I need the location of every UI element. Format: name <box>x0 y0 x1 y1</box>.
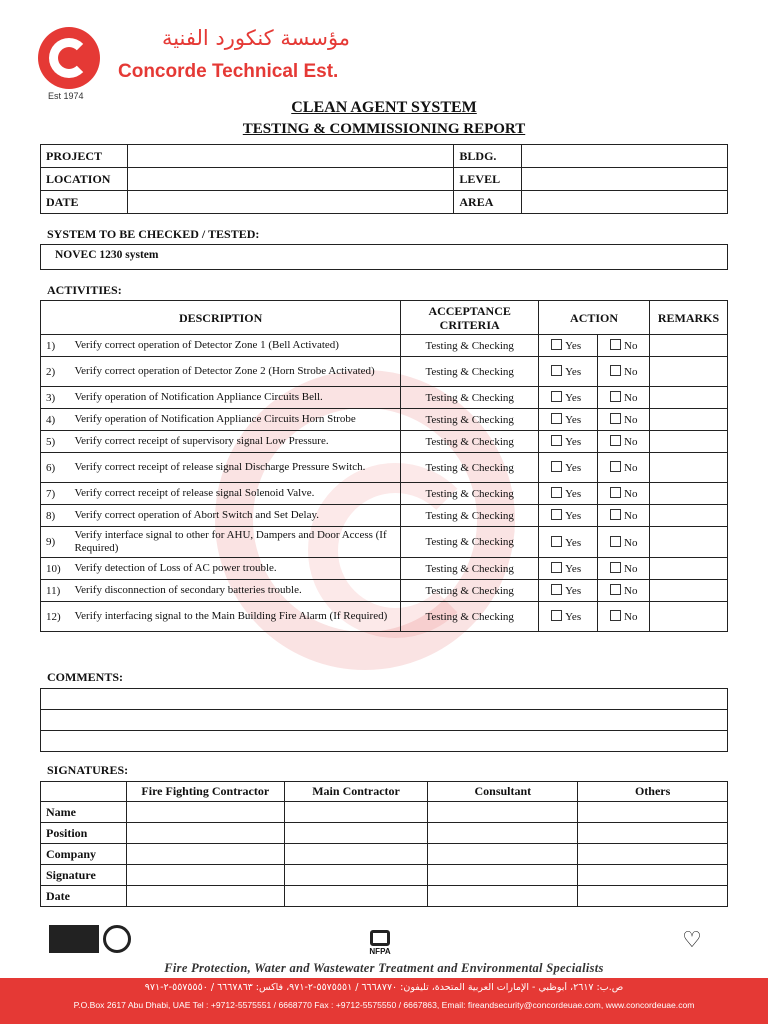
yes-checkbox[interactable] <box>551 487 562 498</box>
signature-cell[interactable] <box>284 865 428 886</box>
no-checkbox[interactable] <box>610 391 621 402</box>
signature-corner <box>41 782 127 802</box>
no-label: No <box>624 414 638 426</box>
signature-row <box>41 823 728 844</box>
row-remarks-field[interactable] <box>650 558 728 580</box>
no-option[interactable] <box>598 431 650 453</box>
company-logo <box>38 27 100 89</box>
footer-tagline: Fire Protection, Water and Wastewater Treatment and Environmental Specialists <box>164 961 604 975</box>
table-row <box>41 483 728 505</box>
row-description: Verify interfacing signal to the Main Building Fire Alarm (If Required) <box>72 602 400 632</box>
signature-cell[interactable] <box>126 802 284 823</box>
shield-logo-icon: ♡ <box>682 928 702 953</box>
nfpa-mark-icon <box>370 930 390 946</box>
no-checkbox[interactable] <box>610 562 621 573</box>
signature-cell[interactable] <box>578 865 728 886</box>
row-number: 1) <box>41 335 73 357</box>
row-remarks-field[interactable] <box>650 527 728 558</box>
row-criteria: Testing & Checking <box>401 558 539 580</box>
yes-label: Yes <box>565 611 582 623</box>
system-value[interactable]: NOVEC 1230 system <box>40 244 728 270</box>
signatures-table <box>40 781 728 907</box>
comments-table <box>40 688 728 752</box>
signature-cell[interactable] <box>578 802 728 823</box>
row-description: Verify correct operation of Abort Switch and Set Delay. <box>72 505 400 527</box>
row-description: Verify operation of Notification Appliance Circuits Bell. <box>72 387 400 409</box>
row-criteria: Testing & Checking <box>401 483 539 505</box>
header-action: ACTION <box>539 301 650 335</box>
yes-label: Yes <box>565 462 582 474</box>
no-label: No <box>624 340 638 352</box>
no-label: No <box>624 585 638 597</box>
no-option[interactable] <box>598 453 650 483</box>
yes-label: Yes <box>565 585 582 597</box>
signature-row <box>41 886 728 907</box>
yes-label: Yes <box>565 510 582 522</box>
company-name: Concorde Technical Est. <box>118 61 339 82</box>
yes-option[interactable] <box>539 387 598 409</box>
nfpa-text: NFPA <box>369 947 391 956</box>
row-number: 2) <box>41 357 73 387</box>
table-row <box>41 387 728 409</box>
report-title: CLEAN AGENT SYSTEM <box>291 99 477 116</box>
yes-label: Yes <box>565 436 582 448</box>
row-criteria: Testing & Checking <box>401 357 539 387</box>
no-label: No <box>624 392 638 404</box>
yes-checkbox[interactable] <box>551 610 562 621</box>
no-option[interactable] <box>598 602 650 632</box>
yes-checkbox[interactable] <box>551 365 562 376</box>
no-option[interactable] <box>598 527 650 558</box>
signature-row-label: Company <box>41 844 127 865</box>
row-criteria: Testing & Checking <box>401 453 539 483</box>
yes-option[interactable] <box>539 558 598 580</box>
iso-cert-icon <box>49 925 99 953</box>
no-label: No <box>624 563 638 575</box>
row-description: Verify correct operation of Detector Zone 2 (Horn Strobe Activated) <box>72 357 400 387</box>
row-remarks-field[interactable] <box>650 483 728 505</box>
yes-label: Yes <box>565 392 582 404</box>
no-option[interactable] <box>598 335 650 357</box>
bldg-field[interactable] <box>522 145 728 168</box>
comment-line[interactable] <box>41 731 728 752</box>
signature-cell[interactable] <box>428 802 578 823</box>
yes-label: Yes <box>565 366 582 378</box>
row-description: Verify correct receipt of release signal Discharge Pressure Switch. <box>72 453 400 483</box>
row-criteria: Testing & Checking <box>401 505 539 527</box>
row-number: 4) <box>41 409 73 431</box>
row-criteria: Testing & Checking <box>401 580 539 602</box>
company-name-arabic: مؤسسة كنكورد الفنية <box>161 26 351 50</box>
row-remarks-field[interactable] <box>650 602 728 632</box>
established-text: Est 1974 <box>48 91 84 101</box>
row-remarks-field[interactable] <box>650 335 728 357</box>
no-label: No <box>624 436 638 448</box>
signature-cell[interactable] <box>428 823 578 844</box>
signature-cell[interactable] <box>428 865 578 886</box>
signature-row-label: Date <box>41 886 127 907</box>
yes-checkbox[interactable] <box>551 509 562 520</box>
signature-row <box>41 844 728 865</box>
yes-option[interactable] <box>539 357 598 387</box>
row-description: Verify operation of Notification Appliance Circuits Horn Strobe <box>72 409 400 431</box>
yes-label: Yes <box>565 536 582 549</box>
no-checkbox[interactable] <box>610 610 621 621</box>
table-row <box>41 357 728 387</box>
row-criteria: Testing & Checking <box>401 335 539 357</box>
table-row <box>41 527 728 558</box>
no-checkbox[interactable] <box>610 536 621 547</box>
certification-logos <box>49 925 165 953</box>
row-criteria: Testing & Checking <box>401 527 539 558</box>
report-subtitle: TESTING & COMMISSIONING REPORT <box>242 121 526 137</box>
yes-checkbox[interactable] <box>551 435 562 446</box>
no-checkbox[interactable] <box>610 413 621 424</box>
yes-checkbox[interactable] <box>551 339 562 350</box>
no-option[interactable] <box>598 580 650 602</box>
header-remarks: REMARKS <box>650 301 728 335</box>
yes-option[interactable] <box>539 335 598 357</box>
signature-cell[interactable] <box>578 844 728 865</box>
row-number: 12) <box>41 602 73 632</box>
yes-checkbox[interactable] <box>551 461 562 472</box>
table-row <box>41 580 728 602</box>
yes-label: Yes <box>565 340 582 352</box>
comment-line[interactable] <box>41 689 728 710</box>
row-number: 10) <box>41 558 73 580</box>
level-field[interactable] <box>522 168 728 191</box>
row-remarks-field[interactable] <box>650 409 728 431</box>
system-label: SYSTEM TO BE CHECKED / TESTED: <box>47 227 260 241</box>
header-criteria: ACCEPTANCE CRITERIA <box>401 301 539 335</box>
yes-option[interactable] <box>539 409 598 431</box>
row-number: 9) <box>41 527 73 558</box>
signature-row <box>41 802 728 823</box>
bldg-label: BLDG. <box>454 145 522 168</box>
row-number: 8) <box>41 505 73 527</box>
no-label: No <box>624 611 638 623</box>
yes-option[interactable] <box>539 431 598 453</box>
yes-checkbox[interactable] <box>551 584 562 595</box>
no-checkbox[interactable] <box>610 365 621 376</box>
area-label: AREA <box>454 191 522 214</box>
row-number: 11) <box>41 580 73 602</box>
level-label: LEVEL <box>454 168 522 191</box>
signature-cell[interactable] <box>126 823 284 844</box>
yes-option[interactable] <box>539 483 598 505</box>
signature-row-label: Signature <box>41 865 127 886</box>
yes-checkbox[interactable] <box>551 391 562 402</box>
signature-cell[interactable] <box>284 802 428 823</box>
yes-option[interactable] <box>539 527 598 558</box>
signature-cell[interactable] <box>126 865 284 886</box>
signature-row <box>41 865 728 886</box>
no-label: No <box>624 462 638 474</box>
signature-cell[interactable] <box>428 844 578 865</box>
row-remarks-field[interactable] <box>650 431 728 453</box>
row-description: Verify detection of Loss of AC power trouble. <box>72 558 400 580</box>
no-label: No <box>624 366 638 378</box>
table-row <box>41 409 728 431</box>
yes-label: Yes <box>565 488 582 500</box>
no-label: No <box>624 536 638 549</box>
row-description: Verify correct receipt of supervisory signal Low Pressure. <box>72 431 400 453</box>
row-criteria: Testing & Checking <box>401 409 539 431</box>
no-option[interactable] <box>598 483 650 505</box>
signature-cell[interactable] <box>578 823 728 844</box>
signature-cell[interactable] <box>126 886 284 907</box>
row-criteria: Testing & Checking <box>401 602 539 632</box>
sig-col-main-contractor: Main Contractor <box>284 782 428 802</box>
yes-checkbox[interactable] <box>551 413 562 424</box>
project-label: PROJECT <box>41 145 128 168</box>
activities-label: ACTIVITIES: <box>47 283 122 297</box>
date-label: DATE <box>41 191 128 214</box>
no-option[interactable] <box>598 505 650 527</box>
comments-label: COMMENTS: <box>47 670 123 684</box>
row-remarks-field[interactable] <box>650 357 728 387</box>
row-number: 5) <box>41 431 73 453</box>
no-option[interactable] <box>598 357 650 387</box>
location-label: LOCATION <box>41 168 128 191</box>
no-label: No <box>624 510 638 522</box>
area-field[interactable] <box>522 191 728 214</box>
signature-cell[interactable] <box>578 886 728 907</box>
row-remarks-field[interactable] <box>650 580 728 602</box>
yes-option[interactable] <box>539 602 598 632</box>
signature-row-label: Name <box>41 802 127 823</box>
row-number: 3) <box>41 387 73 409</box>
row-number: 6) <box>41 453 73 483</box>
yes-option[interactable] <box>539 580 598 602</box>
signature-row-label: Position <box>41 823 127 844</box>
nfpa-logo <box>362 930 398 958</box>
signature-cell[interactable] <box>284 844 428 865</box>
no-checkbox[interactable] <box>610 435 621 446</box>
sig-col-consultant: Consultant <box>428 782 578 802</box>
row-description: Verify disconnection of secondary batteries trouble. <box>72 580 400 602</box>
table-row <box>41 505 728 527</box>
no-option[interactable] <box>598 387 650 409</box>
yes-checkbox[interactable] <box>551 562 562 573</box>
activities-table <box>40 300 728 632</box>
row-criteria: Testing & Checking <box>401 431 539 453</box>
sig-col-fire-fighting-contractor: Fire Fighting Contractor <box>126 782 284 802</box>
no-label: No <box>624 488 638 500</box>
table-row <box>41 335 728 357</box>
signature-cell[interactable] <box>126 844 284 865</box>
row-remarks-field[interactable] <box>650 387 728 409</box>
row-description: Verify correct operation of Detector Zone 1 (Bell Activated) <box>72 335 400 357</box>
no-checkbox[interactable] <box>610 339 621 350</box>
footer-contact-bar <box>0 978 768 1024</box>
signature-cell[interactable] <box>428 886 578 907</box>
footer-address-arabic: ص.ب: ٢٦١٧، أبوظبي - الإمارات العربية المتحدة، تليفون: ٦٦٦٨٧٧٠ / ٥٥٧٥٥٥١-٢-٩٧١، فاكس: ٦٦٦٧٨٦٣ / ٥٥٧٥٥٥٠-٢-٩٧١ <box>144 982 624 993</box>
no-checkbox[interactable] <box>610 509 621 520</box>
location-field[interactable] <box>127 168 453 191</box>
comment-line[interactable] <box>41 710 728 731</box>
row-description: Verify interface signal to other for AHU, Dampers and Door Access (If Required) <box>72 527 400 558</box>
header-description: DESCRIPTION <box>41 301 401 335</box>
no-checkbox[interactable] <box>610 584 621 595</box>
no-checkbox[interactable] <box>610 487 621 498</box>
signatures-label: SIGNATURES: <box>47 763 129 777</box>
table-row <box>41 453 728 483</box>
footer-address-english: P.O.Box 2617 Abu Dhabi, UAE Tel : +9712-5575551 / 6668770 Fax : +9712-5575550 / 6667863, Email: fireandsecurity@concordeuae.com, www.concordeuae.com <box>73 1000 695 1010</box>
row-remarks-field[interactable] <box>650 453 728 483</box>
project-field[interactable] <box>127 145 453 168</box>
row-number: 7) <box>41 483 73 505</box>
yes-option[interactable] <box>539 505 598 527</box>
no-option[interactable] <box>598 558 650 580</box>
row-remarks-field[interactable] <box>650 505 728 527</box>
project-info-table <box>40 144 728 214</box>
table-row <box>41 431 728 453</box>
yes-label: Yes <box>565 414 582 426</box>
certification-seal-icon <box>103 925 131 953</box>
no-checkbox[interactable] <box>610 461 621 472</box>
yes-checkbox[interactable] <box>551 536 562 547</box>
yes-option[interactable] <box>539 453 598 483</box>
row-description: Verify correct receipt of release signal Solenoid Valve. <box>72 483 400 505</box>
no-option[interactable] <box>598 409 650 431</box>
yes-label: Yes <box>565 563 582 575</box>
signature-cell[interactable] <box>284 886 428 907</box>
row-criteria: Testing & Checking <box>401 387 539 409</box>
signature-cell[interactable] <box>284 823 428 844</box>
table-row <box>41 602 728 632</box>
date-field[interactable] <box>127 191 453 214</box>
sig-col-others: Others <box>578 782 728 802</box>
table-row <box>41 558 728 580</box>
